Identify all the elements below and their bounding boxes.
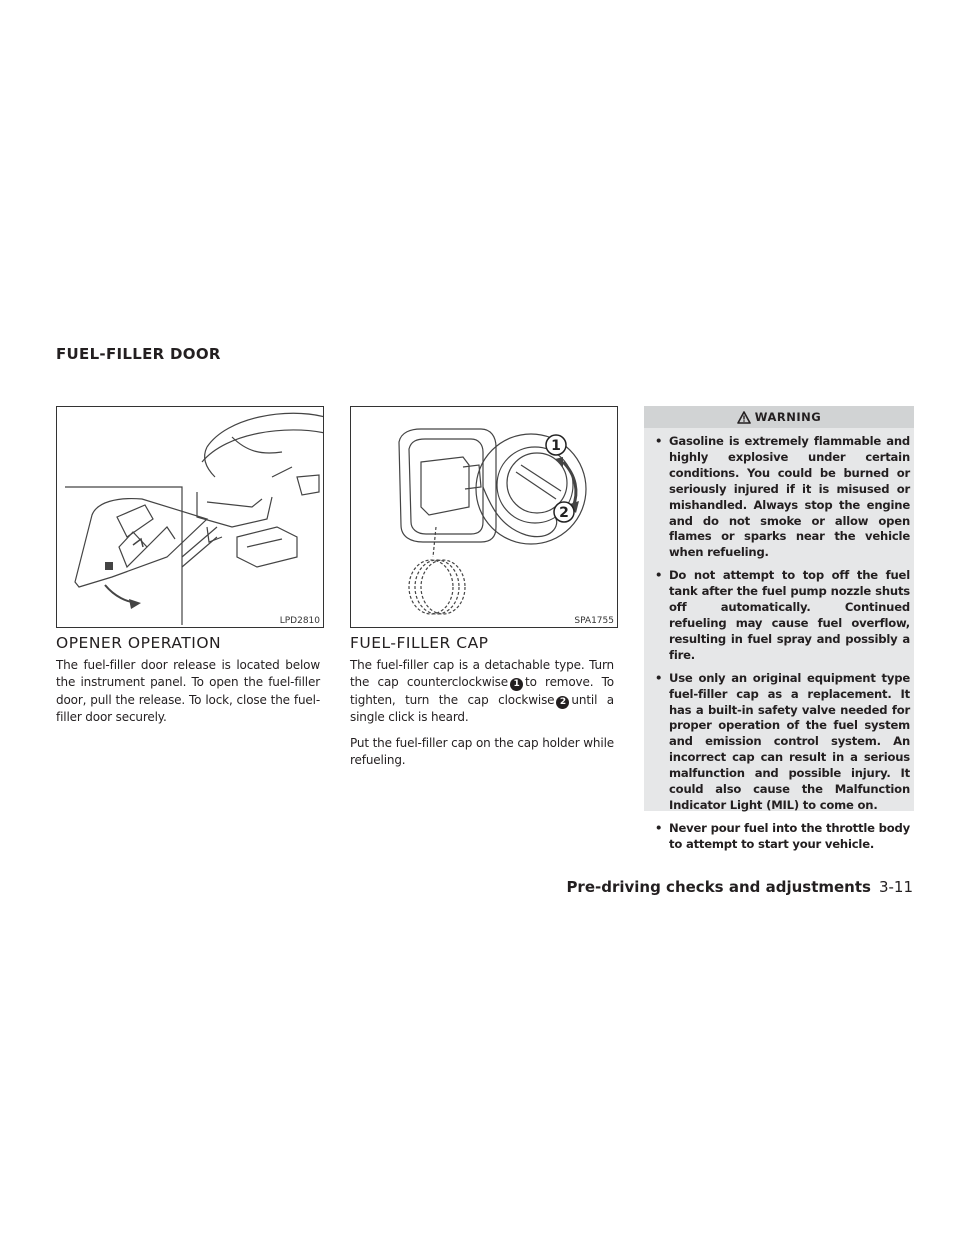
callout-1-marker: 1 [510,678,523,691]
warning-header [644,406,914,428]
fuel-cap-illustration [351,407,618,628]
figure-code: SPA1755 [574,616,614,626]
cap-text-b: to remove. To tighten, turn the cap clockwise [350,675,614,707]
figure-code: LPD2810 [279,616,320,626]
cap-text-c: until a single click is heard. [350,692,615,725]
warning-item: • Use only an original equipment type fuel-filler cap as a replacement. It has a built-in safety valve needed for proper operation of the fuel system and emission control system. An incorrect cap can result in a serious malfunction and possible injury. It could also cause the Malfunction Indicator Light (MIL) to come on. [654,671,910,814]
warning-item: • Gasoline is extremely flammable and highly explosive under certain conditions. You could be burned or seriously injured if it is misused or mishandled. Always stop the engine and do not smoke or allow open flames or sparks near the vehicle when refueling. [654,434,910,561]
warning-list [644,428,914,853]
cap-paragraph-1 [350,657,614,727]
opener-heading: OPENER OPERATION [56,634,222,652]
warning-item: • Do not attempt to top off the fuel tank after the fuel pump nozzle shuts off automatically. Continued refueling may cause fuel overflow, resulting in fuel spray and possibly a fire. [654,568,910,663]
callout-1: 1 [551,438,561,454]
cap-paragraph-2: Put the fuel-filler cap on the cap holder while refueling. [350,735,614,768]
footer-chapter: Pre-driving checks and adjustments [566,878,871,896]
opener-body [56,657,320,735]
figure-cap [350,406,618,628]
section-title: FUEL-FILLER DOOR [56,345,221,363]
warning-triangle-icon [737,411,751,424]
warning-box [644,406,914,851]
opener-paragraph: The fuel-filler door release is located below the instrument panel. To open the fuel-filler door, pull the release. To lock, close the fuel-filler door securely. [56,658,320,725]
warning-title: WARNING [754,410,822,424]
callout-2-marker: 2 [556,696,569,709]
page-number: 3-11 [878,878,913,896]
cap-body [350,657,614,777]
cap-text-a: The fuel-filler cap is a detachable type. Turn the cap counterclockwise [350,658,614,690]
fuel-door-release-illustration [57,407,324,628]
cap-heading: FUEL-FILLER CAP [350,634,489,652]
warning-item: • Never pour fuel into the throttle body to attempt to start your vehicle. [654,821,910,853]
callout-2: 2 [559,505,569,521]
page-footer [566,878,913,896]
figure-opener [56,406,324,628]
